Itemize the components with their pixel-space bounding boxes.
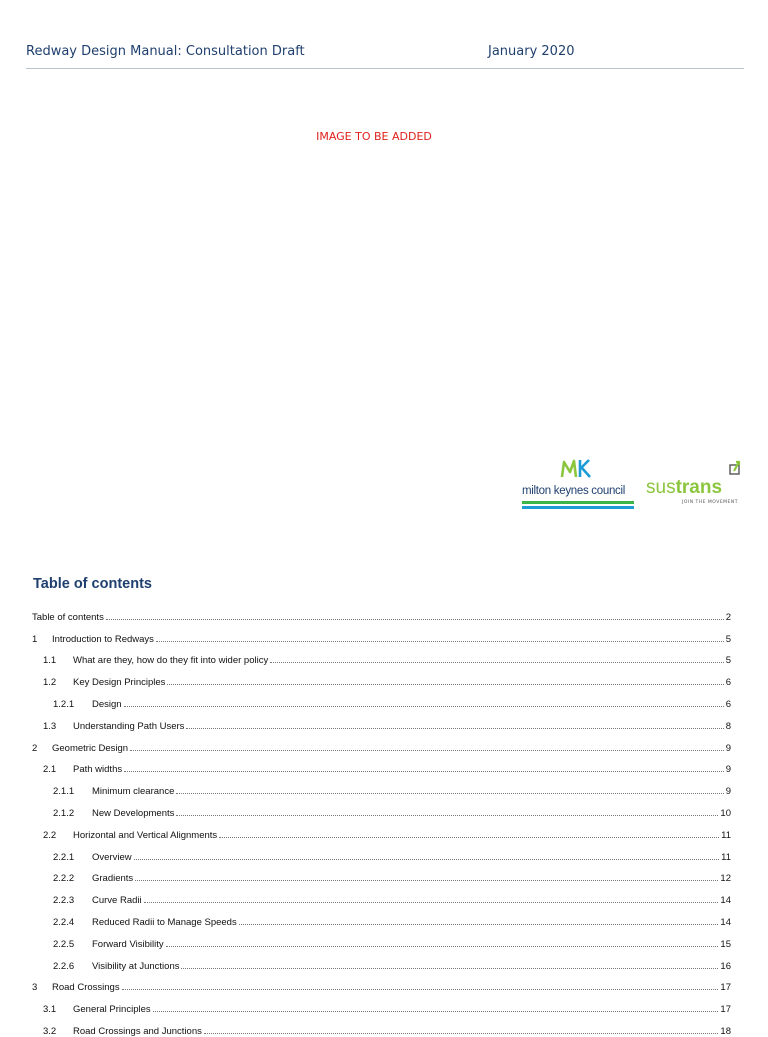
toc-entry-page[interactable]: 14 — [720, 895, 731, 907]
toc-entry[interactable] — [0, 972, 768, 994]
toc-entry-label[interactable]: Visibility at Junctions — [92, 960, 180, 972]
toc-entry-label[interactable]: What are they, how do they fit into wider policy — [73, 655, 269, 667]
toc-dot-leader — [106, 618, 724, 620]
toc-entry-number: 2.2 — [43, 829, 57, 841]
toc-entry-label[interactable]: Table of contents — [32, 611, 104, 623]
toc-entry-label[interactable]: Minimum clearance — [92, 786, 175, 798]
toc-entry-number: 2.2.4 — [53, 916, 75, 928]
toc-dot-leader — [176, 814, 718, 816]
toc-entry-page[interactable]: 11 — [721, 829, 731, 841]
toc-dot-leader — [176, 792, 723, 794]
toc-entry-label[interactable]: Gradients — [92, 873, 134, 885]
toc-entry-number: 2.2.2 — [53, 873, 75, 885]
toc-entry-number: 2.2.6 — [53, 960, 75, 972]
toc-dot-leader — [219, 836, 719, 838]
toc-entry-label[interactable]: Forward Visibility — [92, 938, 164, 950]
toc-entry-number: 2.1 — [43, 764, 57, 776]
toc-entry[interactable] — [0, 601, 768, 623]
toc-dot-leader — [144, 901, 719, 903]
toc-entry[interactable] — [0, 906, 768, 928]
toc-dot-leader — [124, 770, 724, 772]
toc-entry-page[interactable]: 6 — [725, 677, 731, 689]
toc-entry-page[interactable]: 17 — [720, 982, 731, 994]
toc-dot-leader — [186, 727, 723, 729]
document-title: Redway Design Manual: Consultation Draft — [26, 44, 305, 59]
toc-entry-label[interactable]: New Developments — [92, 807, 175, 819]
mk-blue-stripe — [522, 506, 634, 509]
toc-dot-leader — [204, 1032, 719, 1034]
toc-dot-leader — [122, 988, 719, 990]
toc-entry-number: 2.2.1 — [53, 851, 75, 863]
toc-entry-label[interactable]: Road Crossings — [52, 982, 120, 994]
toc-entry[interactable] — [0, 863, 768, 885]
toc-entry[interactable] — [0, 623, 768, 645]
toc-entry[interactable] — [0, 1015, 768, 1037]
toc-entry-number: 2 — [32, 742, 38, 754]
toc-entry-label[interactable]: Geometric Design — [52, 742, 129, 754]
toc-entry-page[interactable]: 12 — [720, 873, 731, 885]
toc-dot-leader — [181, 967, 718, 969]
page-header — [26, 44, 744, 69]
mk-council-name: milton keynes council — [522, 485, 626, 497]
toc-entry[interactable] — [0, 732, 768, 754]
toc-entry[interactable] — [0, 645, 768, 667]
toc-entry[interactable] — [0, 775, 768, 797]
toc-entry-page[interactable]: 16 — [720, 960, 731, 972]
toc-entry-label[interactable]: Overview — [92, 851, 132, 863]
toc-entry-number: 3 — [32, 982, 38, 994]
toc-entry-page[interactable]: 5 — [725, 633, 731, 645]
toc-entry[interactable] — [0, 688, 768, 710]
toc-entry-page[interactable]: 9 — [725, 786, 731, 798]
toc-dot-leader — [166, 945, 719, 947]
toc-entry[interactable] — [0, 993, 768, 1015]
sustrans-logo — [644, 455, 744, 513]
toc-dot-leader — [156, 640, 724, 642]
toc-entry-label[interactable]: Design — [92, 698, 122, 710]
toc-entry-number: 1.3 — [43, 720, 57, 732]
toc-entry-label[interactable]: Curve Radii — [92, 895, 142, 907]
toc-entry-label[interactable]: Understanding Path Users — [73, 720, 185, 732]
toc-entry-page[interactable]: 14 — [720, 916, 731, 928]
logos — [520, 455, 750, 517]
toc-entry[interactable] — [0, 710, 768, 732]
toc-entry[interactable] — [0, 666, 768, 688]
toc-entry-page[interactable]: 9 — [725, 742, 731, 754]
toc-entry-number: 2.2.5 — [53, 938, 75, 950]
toc-entry-number: 2.2.3 — [53, 895, 75, 907]
toc-entry-label[interactable]: Introduction to Redways — [52, 633, 154, 645]
sustrans-wordmark: sustrans — [646, 477, 723, 498]
mk-monogram-icon — [520, 455, 638, 485]
toc-entry[interactable] — [0, 884, 768, 906]
toc-dot-leader — [135, 879, 718, 881]
toc-entry-page[interactable]: 8 — [725, 720, 731, 732]
toc-entry-number: 1.2 — [43, 677, 57, 689]
toc-entry-page[interactable]: 5 — [725, 655, 731, 667]
toc-entry[interactable] — [0, 754, 768, 776]
toc-entry-label[interactable]: Horizontal and Vertical Alignments — [73, 829, 218, 841]
toc-entry-page[interactable]: 6 — [725, 698, 731, 710]
toc-dot-leader — [124, 705, 724, 707]
toc-entry[interactable] — [0, 950, 768, 972]
toc-entry-page[interactable]: 9 — [725, 764, 731, 776]
toc-entry-page[interactable]: 2 — [725, 611, 731, 623]
toc-dot-leader — [130, 749, 724, 751]
toc-dot-leader — [134, 858, 720, 860]
toc-entry[interactable] — [0, 841, 768, 863]
toc-entry-label[interactable]: General Principles — [73, 1004, 151, 1016]
sustrans-tagline: JOIN THE MOVEMENT — [682, 500, 739, 505]
toc-entry-number: 2.1.1 — [53, 786, 75, 798]
mk-green-stripe — [522, 501, 634, 504]
toc-entry-number: 2.1.2 — [53, 807, 75, 819]
toc-entry-number: 1.2.1 — [53, 698, 75, 710]
toc-entry-label[interactable]: Reduced Radii to Manage Speeds — [92, 916, 237, 928]
toc-entry-label[interactable]: Key Design Principles — [73, 677, 166, 689]
toc-entry-label[interactable]: Road Crossings and Junctions — [73, 1025, 202, 1037]
toc-entry-page[interactable]: 11 — [721, 851, 731, 863]
milton-keynes-council-logo — [520, 455, 638, 513]
toc-dot-leader — [239, 923, 719, 925]
toc-entry-page[interactable]: 17 — [720, 1004, 731, 1016]
toc-entry-number: 1.1 — [43, 655, 57, 667]
toc-dot-leader — [270, 661, 724, 663]
toc-entry-page[interactable]: 10 — [720, 807, 731, 819]
toc-dot-leader — [153, 1010, 719, 1012]
toc-entry[interactable] — [0, 819, 768, 841]
toc-heading: Table of contents — [33, 576, 152, 592]
toc-entry[interactable] — [0, 797, 768, 819]
image-placeholder-text: IMAGE TO BE ADDED — [316, 130, 432, 143]
toc-entry-label[interactable]: Path widths — [73, 764, 123, 776]
toc-entry-number: 1 — [32, 633, 38, 645]
toc-entry[interactable] — [0, 928, 768, 950]
document-date: January 2020 — [488, 44, 575, 59]
toc-entry-page[interactable]: 18 — [720, 1025, 731, 1037]
toc-entry-page[interactable]: 15 — [720, 938, 731, 950]
table-of-contents — [0, 601, 768, 1037]
toc-dot-leader — [167, 683, 723, 685]
toc-entry-number: 3.1 — [43, 1004, 57, 1016]
toc-entry-number: 3.2 — [43, 1025, 57, 1037]
